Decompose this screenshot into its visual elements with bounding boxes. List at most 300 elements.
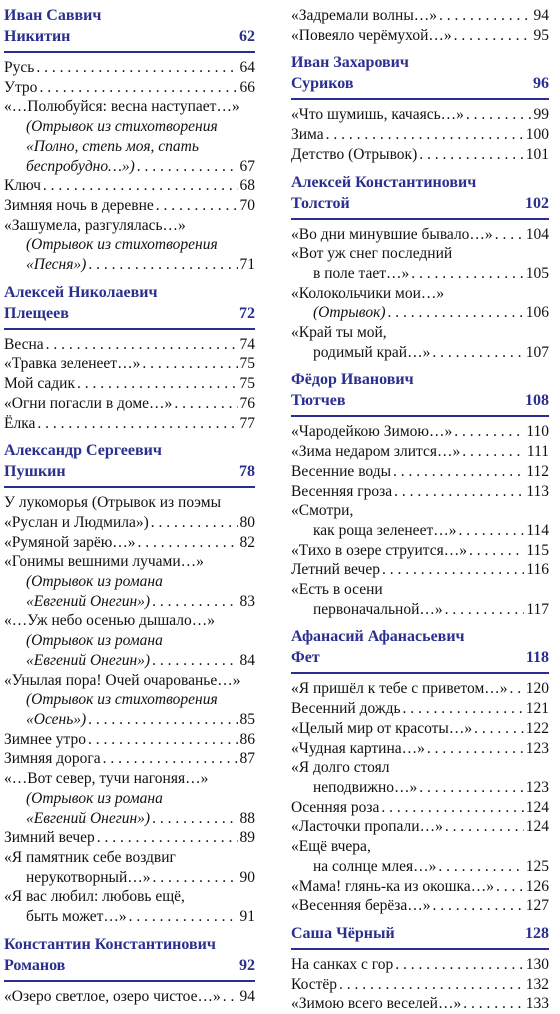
author-rule [291, 948, 549, 950]
author-rule [4, 980, 255, 982]
dot-leader [474, 719, 524, 739]
dot-leader [152, 651, 237, 671]
author-name [4, 6, 255, 27]
toc-page-number: 106 [525, 304, 549, 322]
dot-leader [466, 105, 532, 125]
left-column [4, 0, 255, 1006]
dot-leader [43, 176, 238, 196]
toc-entry-last-line [4, 987, 255, 1007]
toc-entry [291, 679, 549, 699]
toc-entry-last-line [291, 560, 549, 580]
toc-entry [4, 196, 255, 216]
toc-entry-title: «Целый мир от красоты…» [291, 719, 473, 737]
toc-page-number: 132 [525, 975, 549, 993]
dot-leader [39, 78, 237, 98]
toc-entry-title: Мой садик [4, 375, 75, 393]
toc-entry [291, 975, 549, 995]
toc-entry-title: Зимний вечер [4, 829, 95, 847]
author-name [291, 370, 549, 391]
toc-entry-last-line [291, 719, 549, 739]
toc-entry-line: «Я долго стоял [291, 759, 390, 777]
author-surname-row [4, 462, 255, 483]
toc-entry [291, 105, 549, 125]
toc-entry-line: (Отрывок из стихотворения [26, 236, 218, 254]
author-section [291, 173, 549, 363]
author-first-name: Афанасий Афанасьевич [291, 628, 465, 646]
toc-entry-title: «Песня») [26, 256, 87, 274]
toc-page-number: 133 [525, 995, 549, 1013]
dot-leader [458, 521, 524, 541]
toc-entry-title: «Евгений Онегин») [26, 651, 151, 669]
toc-page-number: 105 [525, 264, 549, 282]
toc-entry-title: «Зима недаром злится…» [291, 443, 461, 461]
author-surname: Плещеев [4, 304, 69, 322]
toc-page-number: 113 [526, 482, 549, 500]
author-surname-row [4, 956, 255, 977]
toc-entry-last-line [4, 513, 255, 533]
toc-entry-title: «Евгений Онегин») [26, 592, 151, 610]
toc-entry-last-line [291, 145, 549, 165]
dot-leader [454, 422, 524, 442]
toc-page-number: 86 [239, 730, 255, 748]
toc-entry-line: «Полно, степь моя, спать [26, 137, 199, 155]
toc-page-number: 71 [239, 256, 255, 274]
dot-leader [152, 592, 237, 612]
toc-entry [4, 828, 255, 848]
toc-page-number: 120 [525, 680, 549, 698]
toc-entry-title: (Отрывок) [313, 304, 386, 322]
toc-entry-last-line [291, 679, 549, 699]
toc-entry-title: родимый край…» [313, 343, 431, 361]
dot-leader [142, 354, 237, 374]
toc-page-number: 90 [239, 868, 255, 886]
author-surname-row [291, 391, 549, 412]
toc-page-number: 66 [239, 78, 255, 96]
dot-leader [37, 414, 237, 434]
author-page-number: 96 [533, 75, 549, 93]
author-name [4, 935, 255, 956]
dot-leader [463, 994, 524, 1014]
toc-entry [4, 769, 255, 828]
toc-page-number: 104 [525, 225, 549, 243]
toc-page-number: 121 [525, 700, 549, 718]
author-first-name: Александр Сергеевич [4, 442, 162, 460]
toc-entry-line: «Я вас любил: любовь ещё, [4, 888, 185, 906]
toc-page-number: 77 [239, 414, 255, 432]
toc-page-number: 68 [239, 177, 255, 195]
toc-entry [291, 994, 549, 1014]
toc-entry [4, 176, 255, 196]
toc-entry [4, 533, 255, 553]
toc-entry-last-line [4, 176, 255, 196]
dot-leader [495, 225, 524, 245]
toc-entry-last-line [291, 778, 549, 798]
toc-entry-last-line [291, 303, 549, 323]
dot-leader [88, 730, 237, 750]
toc-entry-title: «Зимою всего веселей…» [291, 995, 462, 1013]
author-page-number: 108 [525, 392, 549, 410]
toc-entry-last-line [4, 78, 255, 98]
toc-entry-title: «Чародейкою Зимою…» [291, 423, 453, 441]
dot-leader [151, 513, 238, 533]
toc-entry-title: неподвижно…» [313, 778, 418, 796]
toc-entry-last-line [291, 699, 549, 719]
toc-entry-title: «Евгений Онегин») [26, 809, 151, 827]
toc-entry-title: как роща зеленеет…» [313, 521, 457, 539]
toc-entry [4, 611, 255, 670]
toc-entry-line: (Отрывок из романа [26, 573, 163, 591]
toc-entry [4, 97, 255, 176]
toc-entry-line: «Унылая пора! Очей очарованье…» [4, 671, 241, 689]
toc-entry-title: Весенняя гроза [291, 482, 393, 500]
toc-entry-title: Зимняя дорога [4, 750, 101, 768]
toc-page-number: 127 [525, 897, 549, 915]
toc-entry-last-line [4, 651, 255, 671]
toc-entry-title: первоначальной…» [313, 600, 443, 618]
toc-entry-line: «Смотри, [291, 502, 354, 520]
toc-entry-last-line [291, 896, 549, 916]
dot-leader [152, 809, 237, 829]
toc-page-number: 112 [526, 462, 549, 480]
dot-leader [153, 868, 238, 888]
toc-entry [291, 501, 549, 540]
author-name [291, 53, 549, 74]
author-surname: Фет [291, 649, 320, 667]
author-section [291, 924, 549, 1014]
toc-entry [291, 284, 549, 323]
toc-entry [291, 244, 549, 283]
toc-entry [291, 482, 549, 502]
toc-page-number: 70 [239, 196, 255, 214]
toc-entry-line: У лукоморья (Отрывок из поэмы [4, 494, 222, 512]
toc-page-number: 126 [525, 877, 549, 895]
toc-entry-title: беспробудно…») [26, 157, 135, 175]
toc-entry-last-line [4, 414, 255, 434]
toc-entry-title: Весенние воды [291, 462, 392, 480]
dot-leader [156, 196, 238, 216]
toc-page-number: 124 [525, 798, 549, 816]
author-first-name: Иван Захарович [291, 54, 409, 72]
toc-entry-title: «Задремали волны…» [291, 7, 437, 24]
toc-page-number: 122 [525, 719, 549, 737]
dot-leader [395, 955, 524, 975]
author-name [4, 283, 255, 304]
toc-entry-line: (Отрывок из стихотворения [26, 691, 218, 709]
toc-entry-last-line [291, 6, 549, 26]
author-name [4, 441, 255, 462]
dot-leader [36, 58, 237, 78]
toc-entry [291, 798, 549, 818]
toc-entry-last-line [291, 541, 549, 561]
toc-page-number: 88 [239, 809, 255, 827]
toc-entry-last-line [4, 335, 255, 355]
toc-entry-title: Костёр [291, 975, 337, 993]
toc-entry [4, 374, 255, 394]
toc-page-number: 80 [239, 513, 255, 531]
toc-entry [291, 6, 549, 26]
toc-entry-last-line [291, 225, 549, 245]
author-page-number: 92 [239, 956, 255, 974]
toc-entry-line: (Отрывок из романа [26, 789, 163, 807]
toc-entry-line: «Я памятник себе воздвиг [4, 848, 176, 866]
dot-leader [88, 710, 237, 730]
toc-page-number: 67 [239, 157, 255, 175]
toc-page-number: 95 [533, 26, 549, 44]
toc-entry [291, 817, 549, 837]
author-rule [4, 51, 255, 53]
toc-entry [291, 560, 549, 580]
toc-entry-title: Зима [291, 126, 324, 144]
toc-page-number: 94 [239, 987, 255, 1005]
toc-entry [4, 730, 255, 750]
author-section [4, 935, 255, 1007]
dot-leader [382, 560, 524, 580]
toc-entry-title: Утро [4, 78, 38, 96]
toc-entry-title: Зимнее утро [4, 730, 87, 748]
toc-entry-title: «Ласточки пропали…» [291, 818, 443, 836]
author-name-text: Саша Чёрный [291, 924, 395, 942]
toc-entry [291, 837, 549, 876]
dot-leader [427, 739, 524, 759]
toc-entry-last-line [291, 125, 549, 145]
author-section [4, 6, 255, 275]
toc-entry-last-line [291, 105, 549, 125]
dot-leader [77, 374, 238, 394]
toc-entry-title: «Что шумишь, качаясь…» [291, 106, 464, 124]
toc-entry-last-line [291, 26, 549, 46]
toc-entry-title: Ключ [4, 177, 41, 195]
dot-leader [223, 987, 238, 1007]
toc-entry-last-line [291, 857, 549, 877]
toc-page-number: 99 [533, 106, 549, 124]
toc-entry [291, 323, 549, 362]
author-section [291, 6, 549, 45]
toc-entry-last-line [4, 710, 255, 730]
author-rule [291, 98, 549, 100]
dot-leader [137, 157, 238, 177]
toc-entry-line: «Ещё вчера, [291, 838, 371, 856]
dot-leader [403, 699, 524, 719]
dot-leader [462, 442, 525, 462]
toc-entry-title: «Огни погасли в доме…» [4, 394, 173, 412]
toc-entry [291, 541, 549, 561]
toc-entry-title: быть может…» [26, 908, 127, 926]
author-rule [291, 218, 549, 220]
toc-entry-last-line [291, 422, 549, 442]
toc-entry-title: Весенний дождь [291, 700, 401, 718]
toc-entry-line: «…Уж небо осенью дышало…» [4, 612, 216, 630]
toc-entry-last-line [291, 482, 549, 502]
author-rule [4, 328, 255, 330]
toc-entry-last-line [291, 442, 549, 462]
toc-page-number: 87 [239, 750, 255, 768]
dot-leader [326, 125, 524, 145]
toc-entry-last-line [291, 343, 549, 363]
author-first-name: Алексей Николаевич [4, 283, 158, 301]
toc-page-number: 64 [239, 59, 255, 76]
toc-entry [291, 462, 549, 482]
toc-entry-title: «Чудная картина…» [291, 739, 425, 757]
toc-entry-last-line [4, 868, 255, 888]
toc-entry [4, 394, 255, 414]
toc-entry [291, 580, 549, 619]
author-first-name: Алексей Константинович [291, 173, 477, 191]
toc-page-number: 110 [526, 423, 549, 441]
toc-entry-last-line [4, 533, 255, 553]
toc-entry-title: Осенняя роза [291, 798, 380, 816]
toc-entry-last-line [4, 196, 255, 216]
toc-page-number: 75 [239, 355, 255, 373]
toc-entry-title: «Повеяло черёмухой…» [291, 26, 452, 44]
toc-entry [291, 877, 549, 897]
dot-leader [88, 255, 237, 275]
dot-leader [387, 303, 523, 323]
toc-entry [291, 225, 549, 245]
toc-entry [291, 125, 549, 145]
toc-entry-last-line [4, 730, 255, 750]
toc-entry-last-line [4, 394, 255, 414]
toc-entry-last-line [4, 809, 255, 829]
toc-entry-last-line [4, 592, 255, 612]
toc-entry-title: «Я пришёл к тебе с приветом…» [291, 680, 508, 698]
dot-leader [454, 26, 532, 46]
author-rule [291, 415, 549, 417]
author-section [291, 53, 549, 164]
dot-leader [510, 679, 524, 699]
toc-entry-title: «Весенняя берёза…» [291, 897, 431, 915]
toc-entry-title: «Мама! глянь-ка из окошка…» [291, 877, 494, 895]
toc-entry-line: «Есть в осени [291, 581, 383, 599]
author-surname: Суриков [291, 75, 354, 93]
toc-entry-title: Русь [4, 59, 35, 76]
author-surname: Романов [4, 956, 66, 974]
author-name [291, 627, 549, 648]
toc-entry-title: Зимняя ночь в деревне [4, 196, 154, 214]
author-first-name: Иван Саввич [4, 7, 102, 24]
toc-entry-last-line [4, 255, 255, 275]
toc-entry-last-line [291, 817, 549, 837]
toc-entry-line: «…Полюбуйся: весна наступает…» [4, 98, 240, 116]
toc-entry [291, 955, 549, 975]
toc-entry [4, 848, 255, 887]
toc-page-number: 107 [525, 343, 549, 361]
toc-entry [4, 671, 255, 730]
toc-entry-last-line [4, 157, 255, 177]
dot-leader [439, 6, 532, 26]
toc-entry [4, 493, 255, 532]
dot-leader [381, 798, 523, 818]
toc-page-number: 75 [239, 375, 255, 393]
toc-entry-line: (Отрывок из стихотворения [26, 118, 218, 136]
toc-entry-last-line [291, 264, 549, 284]
dot-leader [432, 896, 523, 916]
toc-entry-line: «Край ты мой, [291, 324, 387, 342]
toc-page-number: 85 [239, 710, 255, 728]
toc-page-number: 89 [239, 829, 255, 847]
dot-leader [432, 343, 523, 363]
toc-entry [4, 216, 255, 275]
toc-entry-line: «…Вот север, тучи нагоняя…» [4, 770, 209, 788]
dot-leader [393, 462, 524, 482]
dot-leader [419, 145, 524, 165]
toc-entry-last-line [291, 739, 549, 759]
toc-page-number: 114 [526, 521, 549, 539]
toc-entry-title: Летний вечер [291, 561, 380, 579]
dot-leader [339, 975, 524, 995]
author-name [291, 173, 549, 194]
toc-entry-last-line [291, 462, 549, 482]
author-rule [291, 672, 549, 674]
author-section [4, 283, 255, 434]
toc-entry [291, 896, 549, 916]
toc-page-number: 84 [239, 651, 255, 669]
toc-entry [291, 26, 549, 46]
toc-entry-last-line [291, 994, 549, 1014]
toc-page-number: 100 [525, 126, 549, 144]
toc-entry-last-line [4, 374, 255, 394]
toc-entry [291, 422, 549, 442]
dot-leader [438, 857, 523, 877]
author-surname: Никитин [4, 28, 71, 45]
toc-entry-line: «Колокольчики мои…» [291, 284, 445, 302]
toc-entry [291, 739, 549, 759]
toc-entry-last-line [4, 354, 255, 374]
toc-entry [4, 987, 255, 1007]
toc-entry-last-line [4, 907, 255, 927]
toc-page-number: 111 [526, 443, 549, 461]
toc-page-number: 101 [525, 145, 549, 163]
toc-page-number: 76 [239, 394, 255, 412]
toc-entry-title: Весна [4, 335, 44, 353]
dot-leader [174, 394, 237, 414]
toc-entry-line: «Вот уж снег последний [291, 245, 453, 263]
toc-entry-title: Детство (Отрывок) [291, 145, 418, 163]
toc-entry-title: в поле тает…» [313, 264, 410, 282]
toc-entry [291, 145, 549, 165]
dot-leader [445, 600, 525, 620]
toc-entry-line: «Гонимы вешними лучами…» [4, 553, 204, 571]
toc-entry-title: «Тихо в озере струится…» [291, 541, 468, 559]
toc-entry-title: на солнце млея…» [313, 857, 437, 875]
toc-entry-title: «Во дни минувшие бывало…» [291, 225, 493, 243]
author-page-number: 78 [239, 463, 255, 481]
toc-entry-last-line [4, 749, 255, 769]
toc-entry [4, 335, 255, 355]
toc-entry-title: «Осень») [26, 710, 87, 728]
toc-page-number: 115 [526, 541, 549, 559]
dot-leader [394, 482, 524, 502]
author-page-number: 102 [525, 194, 549, 212]
author-first-name: Фёдор Иванович [291, 371, 414, 389]
author-page-number: 118 [525, 649, 549, 667]
dot-leader [103, 749, 238, 769]
author-surname: Толстой [291, 194, 350, 212]
toc-entry [4, 887, 255, 926]
author-page-number: 62 [239, 28, 255, 45]
author-surname: Тютчев [291, 392, 346, 410]
dot-leader [445, 817, 524, 837]
author-first-name: Константин Константинович [4, 935, 216, 953]
toc-entry [291, 442, 549, 462]
toc-entry-title: Ёлка [4, 414, 36, 432]
toc-entry-last-line [291, 877, 549, 897]
author-section [291, 627, 549, 915]
author-surname: Пушкин [4, 463, 66, 481]
toc-entry-line: «Зашумела, разгулялась…» [4, 216, 186, 234]
author-surname-row [4, 27, 255, 48]
toc-entry [4, 58, 255, 78]
author-surname-row [291, 648, 549, 669]
